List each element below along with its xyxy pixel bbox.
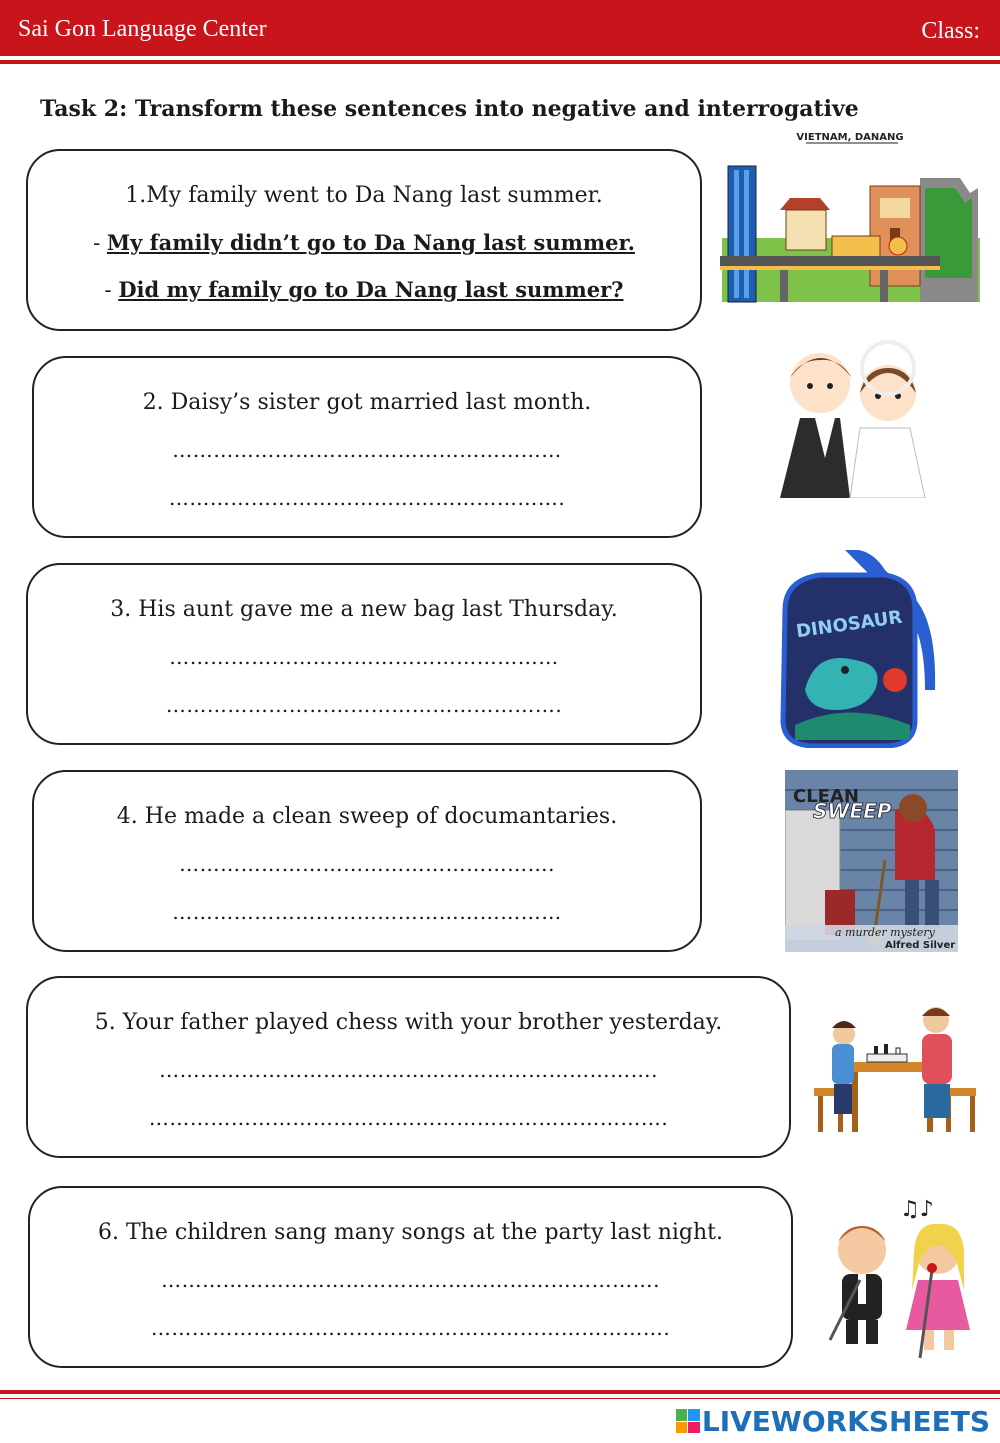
question-text: 6. The children sang many songs at the party last night. [98,1220,723,1245]
answer-blank-interrogative[interactable]: …………………………………………………………………. [148,1106,669,1130]
danang-skyline-icon [720,128,982,306]
answer-blank-interrogative[interactable]: …………………………………………………………………. [150,1316,671,1340]
chess-players-icon [812,1002,978,1136]
book-cover-icon [785,770,958,952]
center-name: Sai Gon Language Center [18,16,267,42]
backpack-illustration [775,550,940,748]
music-notes-icon: ♫♪ [900,1197,934,1222]
exercise-box-6 [28,1186,793,1368]
answer-blank-interrogative[interactable]: ………………………………………………… [172,900,562,924]
book-cover-illustration [785,770,958,952]
book-author: Alfred Silver [885,940,956,951]
answer-blank-negative[interactable]: ………………………………………………… [172,438,562,462]
answer-interrogative [28,277,700,302]
singing-children-illustration [820,1190,980,1360]
header-bar [0,0,1000,56]
danang-caption: VIETNAM, DANANG [796,132,904,143]
answer-blank-negative[interactable]: ………………………………………………………………. [161,1268,660,1292]
book-title-2: SWEEP [813,799,892,823]
backpack-icon [775,550,940,748]
wedding-couple-icon [760,338,940,498]
backpack-text: DINOSAUR [794,606,904,643]
book-subtitle: a murder mystery [835,926,935,939]
singing-children-icon [820,1190,980,1360]
exercise-box-2 [32,356,702,538]
answer-interrogative-text: Did my family go to Da Nang last summer? [118,277,624,302]
header-divider [0,60,1000,64]
liveworksheets-logo[interactable] [676,1404,990,1438]
answer-blank-negative[interactable]: ………………………………………………. [179,852,555,876]
answer-blank-negative[interactable]: ………………………………………………………………. [159,1058,658,1082]
chess-players-illustration [812,1002,978,1136]
wedding-couple-illustration [760,338,940,498]
footer-divider-thin [0,1398,1000,1399]
answer-blank-interrogative[interactable]: …………………………………………………. [165,693,563,717]
exercise-box-1 [26,149,702,331]
question-text: 5. Your father played chess with your brother yesterday. [94,1010,723,1035]
exercise-box-3 [26,563,702,745]
danang-illustration [720,128,982,306]
book-title-1: CLEAN [793,786,859,807]
answer-blank-interrogative[interactable]: …………………………………………………. [168,486,566,510]
answer-prefix: - [93,231,107,255]
answer-negative-text: My family didn’t go to Da Nang last summer. [106,230,635,255]
logo-text: LIVEWORKSHEETS [701,1404,990,1438]
class-label: Class: [921,18,980,44]
exercise-box-5 [26,976,791,1158]
exercise-box-4 [32,770,702,952]
task-title: Task 2: Transform these sentences into negative and interrogative [40,96,859,122]
answer-negative [28,230,700,255]
question-text: 3. His aunt gave me a new bag last Thursday. [110,597,618,622]
liveworksheets-logo-icon [676,1409,700,1433]
footer-divider [0,1390,1000,1394]
answer-blank-negative[interactable]: ………………………………………………… [169,645,559,669]
question-text: 1.My family went to Da Nang last summer. [125,183,603,208]
question-text: 4. He made a clean sweep of documantaries. [116,804,618,829]
question-text: 2. Daisy’s sister got married last month. [142,390,592,415]
answer-prefix: - [104,278,119,302]
